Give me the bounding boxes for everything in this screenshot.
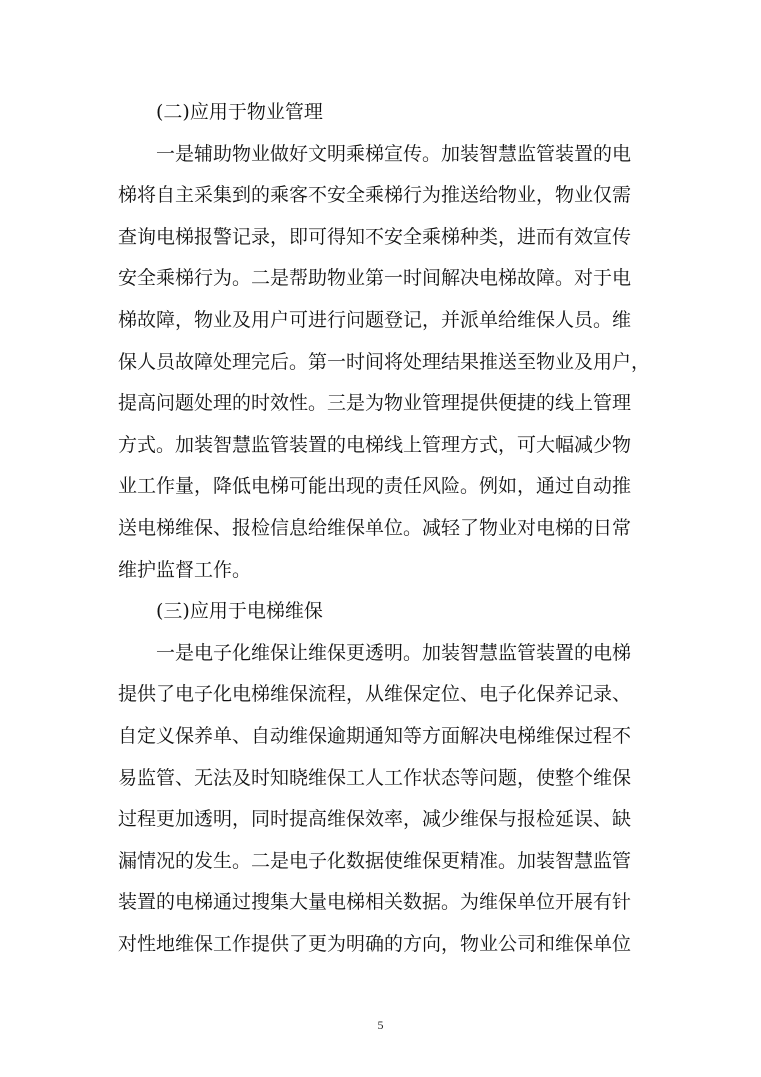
paragraph-line: 提供了电子化电梯维保流程，从维保定位、电子化保养记录、 — [118, 683, 632, 706]
paragraph-line: 梯将自主采集到的乘客不安全乘梯行为推送给物业，物业仅需 — [118, 184, 632, 207]
section-heading-property-management: (二)应用于物业管理 — [156, 101, 323, 123]
page-number: 5 — [377, 1018, 384, 1032]
paragraph-line: 查询电梯报警记录，即可得知不安全乘梯种类，进而有效宣传 — [118, 225, 632, 248]
paragraph-line: 保人员故障处理完后。第一时间将处理结果推送至物业及用户， — [118, 350, 651, 373]
paragraph-line: 一是辅助物业做好文明乘梯宣传。加装智慧监管装置的电 — [156, 142, 632, 165]
paragraph-line: 过程更加透明，同时提高维保效率，减少维保与报检延误、缺 — [118, 808, 632, 831]
paragraph-line: 漏情况的发生。二是电子化数据使维保更精准。加装智慧监管 — [118, 849, 632, 872]
paragraph-line: 业工作量，降低电梯可能出现的责任风险。例如，通过自动推 — [118, 475, 632, 498]
paragraph-line: 提高问题处理的时效性。三是为物业管理提供便捷的线上管理 — [118, 392, 632, 415]
section-heading-elevator-maintenance: (三)应用于电梯维保 — [156, 600, 323, 623]
paragraph-line: 易监管、无法及时知晓维保工人工作状态等问题，使整个维保 — [118, 766, 632, 789]
paragraph-line: 对性地维保工作提供了更为明确的方向，物业公司和维保单位 — [118, 932, 632, 955]
paragraph-line: 梯故障，物业及用户可进行问题登记，并派单给维保人员。维 — [118, 308, 632, 331]
paragraph-line: 装置的电梯通过搜集大量电梯相关数据。为维保单位开展有针 — [118, 891, 632, 914]
paragraph-line: 维护监督工作。 — [118, 558, 252, 581]
paragraph-line: 一是电子化维保让维保更透明。加装智慧监管装置的电梯 — [156, 641, 632, 664]
paragraph-line: 安全乘梯行为。二是帮助物业第一时间解决电梯故障。对于电 — [118, 267, 632, 290]
body-text — [118, 92, 651, 965]
paragraph-line: 送电梯维保、报检信息给维保单位。减轻了物业对电梯的日常 — [118, 516, 632, 539]
paragraph-line: 自定义保养单、自动维保逾期通知等方面解决电梯维保过程不 — [118, 724, 632, 747]
paragraph-line: 方式。加装智慧监管装置的电梯线上管理方式，可大幅减少物 — [118, 433, 632, 456]
